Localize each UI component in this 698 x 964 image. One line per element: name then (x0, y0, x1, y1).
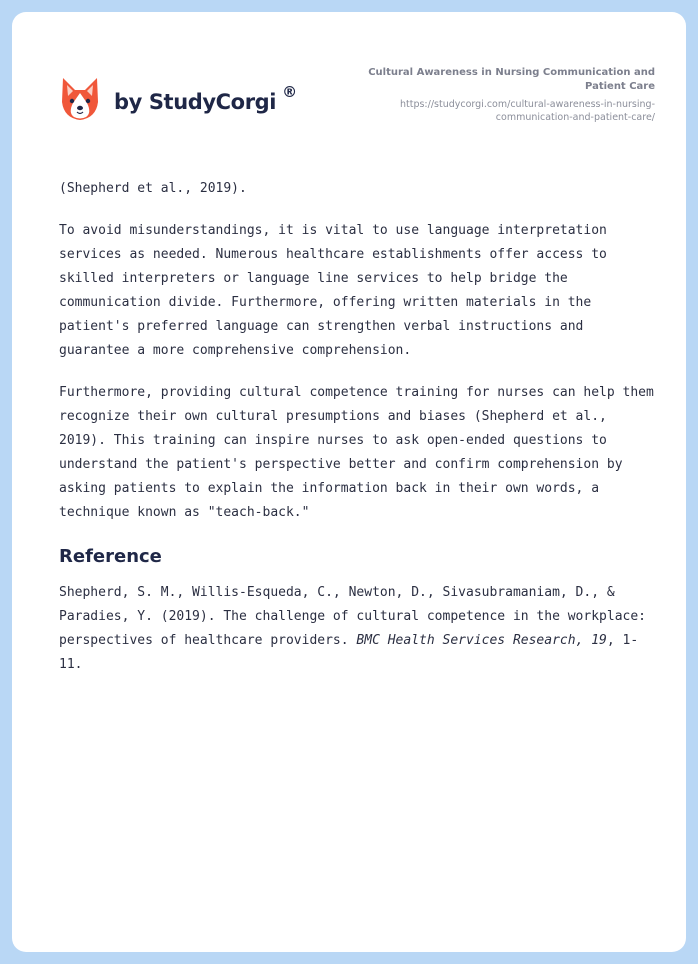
reference-authors-title: Shepherd, S. M., Willis-Esqueda, C., Newton, D., Sivasubramaniam, D., & Paradies, Y. (2019). The challenge of cultural competence in the workplace: perspectives of healthcare providers. (59, 585, 646, 648)
studycorgi-logo[interactable] (60, 76, 297, 122)
reference-pages: , 1-11. (59, 633, 639, 672)
document-title: Cultural Awareness in Nursing Communication and Patient Care (368, 67, 655, 92)
document-url[interactable]: https://studycorgi.com/cultural-awareness-in-nursing-communication-and-patient-care/ (399, 99, 655, 123)
document-body (59, 177, 659, 695)
reference-entry (59, 581, 659, 677)
paragraph-3: Furthermore, providing cultural competence training for nurses can help them recognize their own cultural presumptions and biases (Shepherd et al., 2019). This training can inspire nurses to ask open-ended questions to understand the patient's perspective better and confirm comprehension by asking patients to explain the information back in their own words, a technique known as "teach-back." (59, 385, 654, 520)
reference-journal: BMC Health Services Research, 19 (356, 633, 607, 648)
registered-mark: ® (282, 83, 298, 101)
document-page (12, 12, 686, 952)
paragraph-2: To avoid misunderstandings, it is vital to use language interpretation services as needed. Numerous healthcare establishments offer access to skilled interpreters or language line services to help bridge the communication divide. Furthermore, offering written materials in the patient's preferred language can strengthen verbal instructions and guarantee a more comprehensive comprehension. (59, 223, 607, 358)
reference-heading: Reference (59, 546, 162, 567)
brand-name: by StudyCorgi (114, 90, 277, 114)
document-header (335, 66, 655, 124)
corgi-logo-icon (60, 76, 100, 122)
paragraph-1: (Shepherd et al., 2019). (59, 181, 247, 196)
